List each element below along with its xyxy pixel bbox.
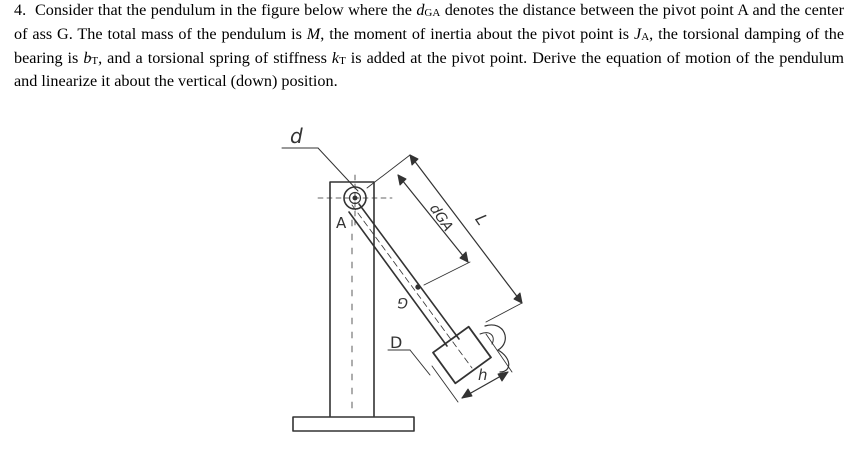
- stiffness-symbol: k: [331, 48, 340, 67]
- base-plate: [293, 417, 414, 431]
- damping-symbol: b: [83, 48, 92, 67]
- label-g: G: [397, 294, 408, 310]
- h-arrow-start: [462, 389, 472, 398]
- label-l: L: [471, 210, 493, 229]
- extension-line-bottom: [486, 303, 522, 322]
- extension-line-g: [424, 262, 470, 285]
- inertia-subscript: A: [641, 30, 650, 43]
- extension-line-top: [367, 155, 410, 188]
- pendulum-rod-centerline: [352, 205, 472, 368]
- d-label-pointer: [410, 350, 430, 375]
- h-extension-2: [486, 334, 512, 372]
- label-d: d: [290, 124, 303, 148]
- problem-text-2: denotes the distance between the pivot point A and the center of ass G. The total mass of the pendulum is: [14, 1, 845, 43]
- label-big-d: D: [390, 333, 403, 352]
- disk-end-fins: [485, 325, 509, 372]
- center-of-mass-g: [416, 285, 420, 289]
- h-extension-1: [432, 366, 458, 402]
- label-a: A: [336, 214, 347, 232]
- problem-text-4: , the torsional damping of the bearing is: [14, 24, 845, 67]
- problem-text-5: , and a torsional spring of stiffness: [98, 48, 332, 67]
- h-arrow-end: [498, 372, 508, 381]
- dga-symbol: d: [416, 1, 425, 19]
- pendulum-rod-edge-2: [349, 212, 447, 346]
- problem-text-1: Consider that the pendulum in the figure below where the: [34, 1, 417, 19]
- pivot-point: [353, 196, 357, 200]
- inertia-symbol: J: [634, 24, 642, 43]
- mass-symbol: M: [306, 24, 321, 43]
- d-pointer-line: [318, 148, 358, 191]
- dga-subscript: GA: [424, 7, 441, 19]
- label-h: h: [478, 366, 488, 384]
- problem-text-6: is added at the pivot point. Derive the equation of motion of the pendulum and linearize it about the vertical (down) position.: [14, 48, 844, 91]
- problem-text-3: , the moment of inertia about the pivot point is: [320, 24, 635, 43]
- l-dimension-line: [410, 155, 522, 303]
- label-dga: dGA: [425, 201, 456, 235]
- stiffness-subscript: T: [339, 54, 346, 67]
- damping-subscript: T: [91, 54, 99, 67]
- problem-number: 4.: [14, 1, 27, 19]
